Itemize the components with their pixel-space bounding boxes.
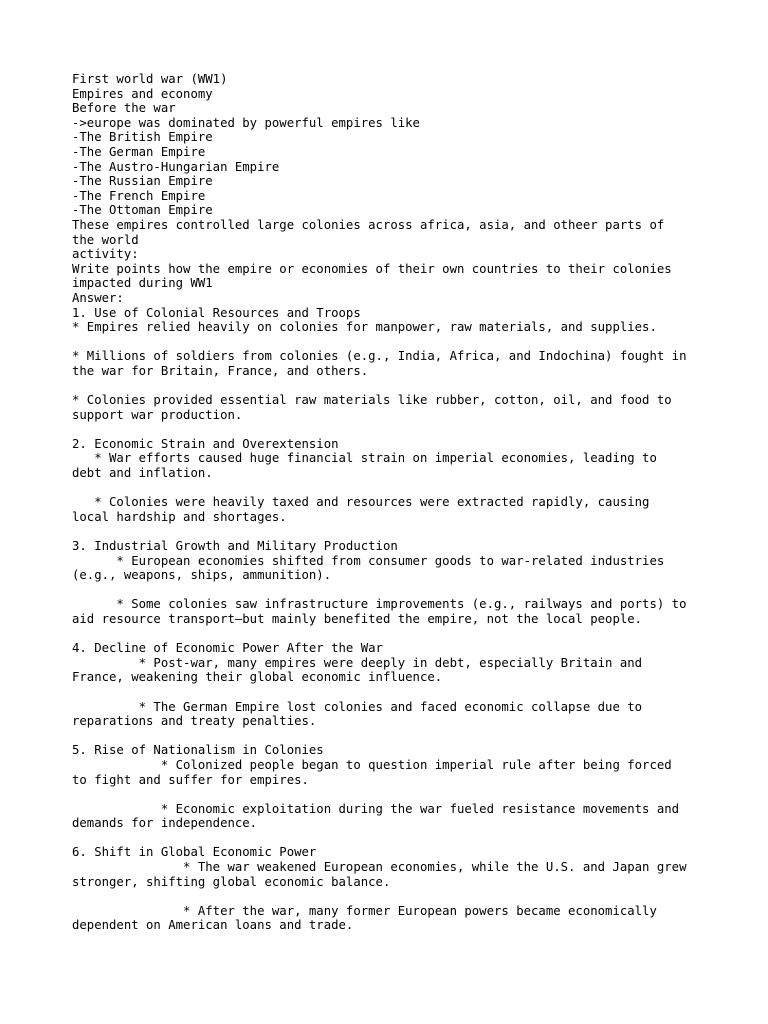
text-line	[72, 889, 712, 904]
text-line: * Empires relied heavily on colonies for manpower, raw materials, and supplies.	[72, 320, 657, 335]
text-line: (e.g., weapons, ships, ammunition).	[72, 568, 332, 583]
text-line: These empires controlled large colonies across africa, asia, and otheer parts of	[72, 217, 665, 232]
text-line: to fight and suffer for empires.	[72, 772, 309, 787]
text-line: 3. Industrial Growth and Military Production	[72, 539, 398, 553]
text-line: -The Russian Empire	[72, 174, 213, 189]
text-line	[72, 583, 712, 598]
text-line: -The German Empire	[72, 144, 206, 159]
text-line: dependent on American loans and trade.	[72, 918, 354, 933]
text-line	[72, 787, 712, 802]
text-line: Before the war	[72, 101, 176, 116]
text-line: * Colonized people began to question imperial rule after being forced	[72, 757, 672, 772]
text-line: * War efforts caused huge financial strain on imperial economies, leading to	[72, 451, 657, 466]
text-line: * After the war, many former European powers became economically	[72, 903, 657, 918]
text-line: aid resource transport—but mainly benefited the empire, not the local people.	[72, 611, 643, 626]
text-line: * Millions of soldiers from colonies (e.g., India, Africa, and Indochina) fought in	[72, 349, 687, 364]
text-line: demands for independence.	[72, 816, 258, 831]
text-line	[72, 422, 712, 437]
text-line: -The British Empire	[72, 130, 213, 145]
text-line	[72, 831, 712, 846]
text-line: impacted during WW1	[72, 276, 213, 291]
text-line: activity:	[72, 247, 139, 262]
text-line	[72, 524, 712, 539]
text-line: debt and inflation.	[72, 466, 213, 481]
document-page	[72, 72, 712, 933]
text-line: Write points how the empire or economies of their own countries to their colonies	[72, 261, 672, 276]
text-line	[72, 685, 712, 700]
text-line: * Colonies provided essential raw materials like rubber, cotton, oil, and food to	[72, 393, 672, 408]
text-line: ->europe was dominated by powerful empires like	[72, 115, 420, 130]
text-line	[72, 729, 712, 744]
text-line: -The French Empire	[72, 188, 206, 203]
text-line: the war for Britain, France, and others.	[72, 363, 369, 378]
text-line: Empires and economy	[72, 86, 213, 101]
text-line: support war production.	[72, 407, 243, 422]
text-line: stronger, shifting global economic balance.	[72, 874, 391, 889]
text-line	[72, 481, 712, 496]
text-line: * The German Empire lost colonies and faced economic collapse due to	[72, 699, 643, 714]
text-line	[72, 627, 712, 642]
text-line: 6. Shift in Global Economic Power	[72, 845, 317, 860]
text-line: * Colonies were heavily taxed and resources were extracted rapidly, causing	[72, 495, 650, 510]
text-line: the world	[72, 232, 139, 247]
text-line: * The war weakened European economies, while the U.S. and Japan grew	[72, 860, 687, 875]
text-line: local hardship and shortages.	[72, 509, 287, 524]
text-line: 4. Decline of Economic Power After the War	[72, 641, 383, 656]
text-line: * Economic exploitation during the war fueled resistance movements and	[72, 801, 680, 816]
text-line: 5. Rise of Nationalism in Colonies	[72, 743, 324, 758]
text-line: First world war (WW1)	[72, 72, 228, 86]
text-line: 1. Use of Colonial Resources and Troops	[72, 305, 361, 320]
text-line: * Some colonies saw infrastructure improvements (e.g., railways and ports) to	[72, 597, 687, 612]
text-line: * Post-war, many empires were deeply in debt, especially Britain and	[72, 655, 643, 670]
text-line: -The Ottoman Empire	[72, 203, 213, 218]
text-line: reparations and treaty penalties.	[72, 714, 317, 729]
text-line: Answer:	[72, 290, 124, 305]
text-line: France, weakening their global economic influence.	[72, 670, 443, 685]
text-line	[72, 335, 712, 350]
text-line: * European economies shifted from consumer goods to war-related industries	[72, 553, 665, 568]
text-line: -The Austro-Hungarian Empire	[72, 159, 280, 174]
text-line	[72, 378, 712, 393]
text-line: 2. Economic Strain and Overextension	[72, 436, 339, 451]
